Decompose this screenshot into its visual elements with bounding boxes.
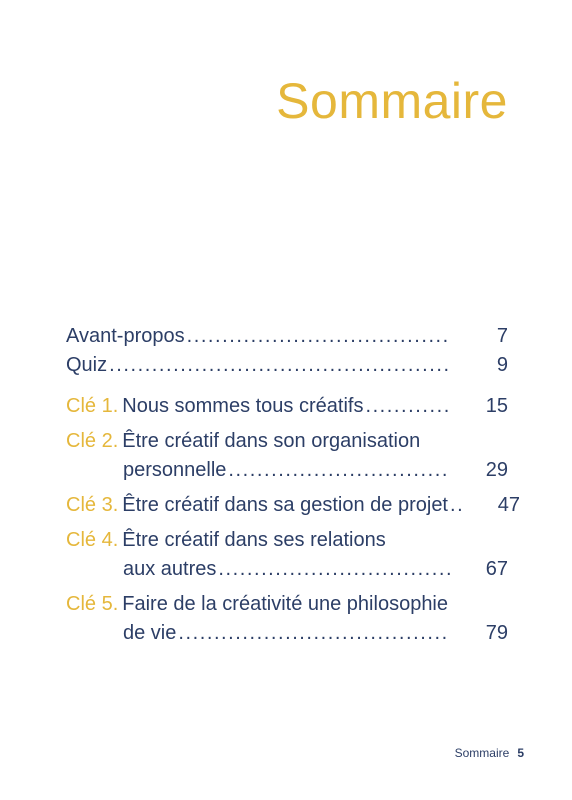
toc-entry-avant-propos[interactable] [66,322,508,351]
table-of-contents [66,322,520,654]
toc-entry-label: Être créatif dans son organisation [122,430,421,452]
dot-leader [218,555,450,584]
cle-prefix: Clé 5. [66,593,119,615]
toc-entry-cle-1[interactable] [66,392,508,421]
dot-leader [228,456,450,485]
dot-leader [187,322,450,351]
toc-page-number: 9 [496,354,508,376]
toc-page-number: 67 [485,558,508,580]
footer-page-number: 5 [517,746,524,760]
toc-entry-cle-3[interactable] [66,491,520,520]
toc-entry-cle-2[interactable] [66,427,508,485]
page-title: Sommaire [276,73,508,129]
toc-entry-label-cont: aux autres [123,558,217,580]
cle-prefix: Clé 1. [66,395,119,417]
toc-page-number: 15 [485,395,508,417]
toc-entry-cle-4[interactable] [66,526,508,584]
page-footer [455,746,524,760]
toc-entry-label-cont: de vie [123,622,177,644]
toc-entry-cle-5[interactable] [66,590,508,648]
dot-leader [178,619,450,648]
toc-entry-label: Quiz [66,354,108,376]
dot-leader [109,351,450,380]
toc-page-number: 7 [496,325,508,347]
toc-page-number: 47 [497,494,520,516]
toc-entry-label: Faire de la créativité une philosophie [122,593,449,615]
dot-leader [450,491,462,520]
cle-prefix: Clé 3. [66,494,119,516]
dot-leader [365,392,450,421]
toc-entry-quiz[interactable] [66,351,508,380]
toc-entry-label: Être créatif dans sa gestion de projet [122,494,448,516]
toc-entry-label: Être créatif dans ses relations [122,529,386,551]
toc-page-number: 79 [485,622,508,644]
toc-entry-label-cont: personnelle [123,459,227,481]
toc-page-number: 29 [485,459,508,481]
cle-prefix: Clé 2. [66,430,119,452]
toc-entry-label: Nous sommes tous créatifs [122,395,364,417]
cle-prefix: Clé 4. [66,529,119,551]
footer-section-label: Sommaire [454,746,510,760]
toc-entry-label: Avant-propos [66,325,185,347]
